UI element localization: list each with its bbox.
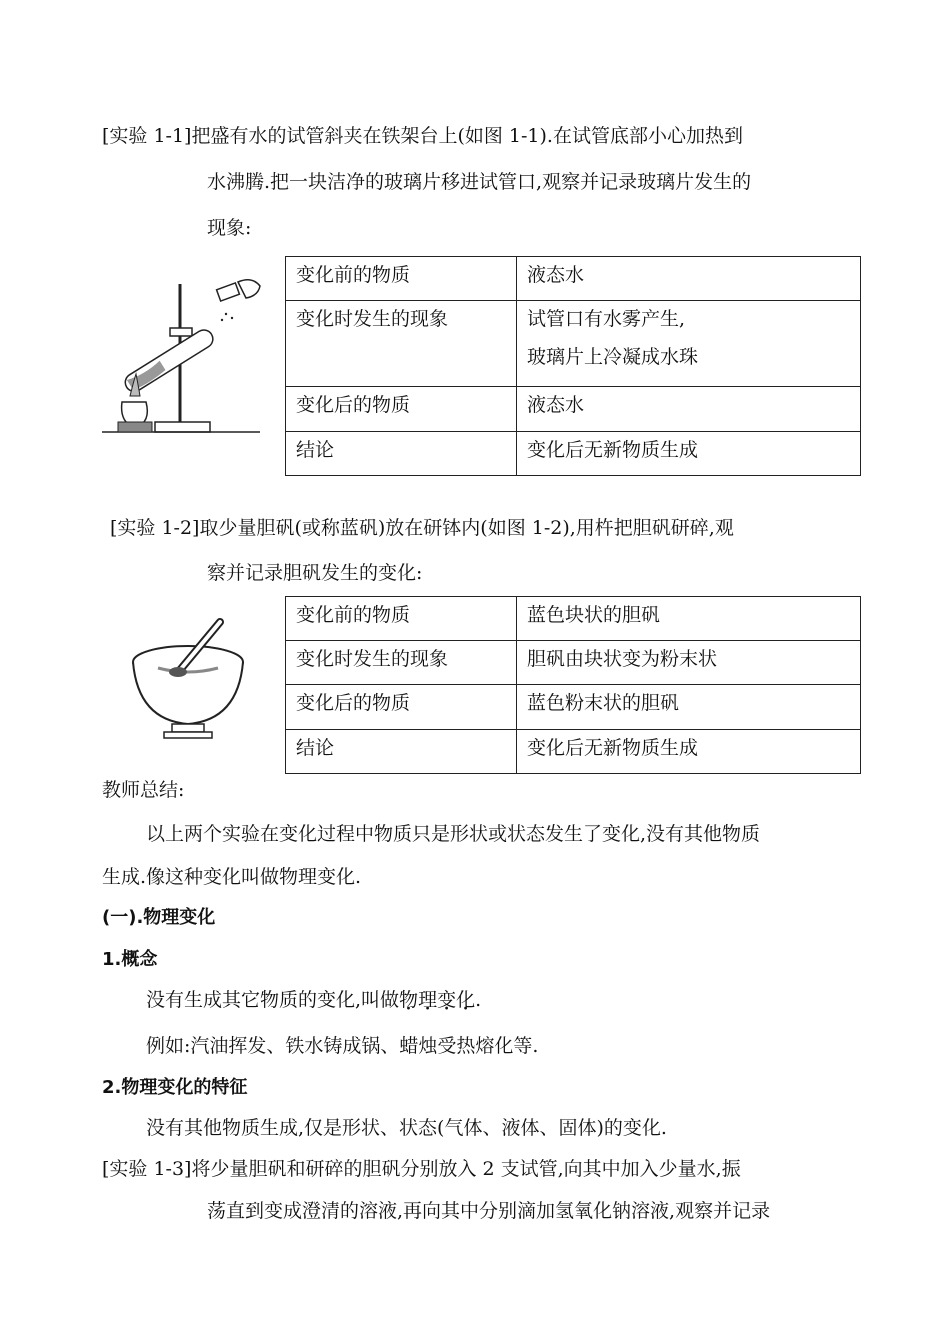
- row-value: 液态水: [517, 387, 861, 432]
- figure-1-1-heating-apparatus: [100, 262, 270, 442]
- emphasis-char: 物: [399, 989, 419, 1011]
- row-label: 结论: [286, 730, 517, 774]
- exp1-line-3: 现象:: [207, 217, 252, 239]
- exp3-line-2: 荡直到变成澄清的溶液,再向其中分别滴加氢氧化钠溶液,观察并记录: [207, 1200, 771, 1222]
- row-label: 变化后的物质: [286, 387, 517, 432]
- table-row: [286, 387, 861, 432]
- table-row: [286, 432, 861, 476]
- table-row: [286, 730, 861, 774]
- row-label: 结论: [286, 432, 517, 476]
- exp2-table: [285, 596, 861, 774]
- summary-line-2: 生成.像这种变化叫做物理变化.: [102, 866, 362, 888]
- row-label: 变化前的物质: [286, 257, 517, 301]
- row-value: 试管口有水雾产生,: [527, 308, 686, 330]
- definition-suffix: .: [475, 989, 482, 1011]
- section-title: (一).物理变化: [102, 907, 216, 928]
- table-row: [286, 257, 861, 301]
- table-row: [286, 685, 861, 730]
- feature-text: 没有其他物质生成,仅是形状、状态(气体、液体、固体)的变化.: [146, 1117, 667, 1139]
- row-label: 变化前的物质: [286, 597, 517, 641]
- exp3-line-1: [实验 1-3]将少量胆矾和研碎的胆矾分别放入 2 支试管,向其中加入少量水,振: [102, 1158, 741, 1180]
- emphasis-char: 理: [418, 989, 438, 1011]
- subheading-features: 2.物理变化的特征: [102, 1077, 248, 1098]
- summary-line-1: 以上两个实验在变化过程中物质只是形状或状态发生了变化,没有其他物质: [146, 823, 761, 845]
- exp2-line-1: [实验 1-2]取少量胆矾(或称蓝矾)放在研钵内(如图 1-2),用杵把胆矾研碎,观: [110, 517, 734, 539]
- definition: [146, 988, 481, 1012]
- row-label: 变化时发生的现象: [286, 641, 517, 685]
- row-value-cell: [517, 301, 861, 387]
- row-label: 变化后的物质: [286, 685, 517, 730]
- row-value: 液态水: [517, 257, 861, 301]
- example-text: 例如:汽油挥发、铁水铸成锅、蜡烛受热熔化等.: [146, 1035, 539, 1057]
- table-row: [286, 641, 861, 685]
- row-label: 变化时发生的现象: [286, 301, 517, 387]
- row-value-line-2: 玻璃片上冷凝成水珠: [527, 346, 699, 368]
- emphasis-char: 化: [456, 989, 476, 1011]
- exp2-line-2: 察并记录胆矾发生的变化:: [207, 562, 423, 584]
- figure-1-2-mortar-pestle: [128, 612, 258, 752]
- row-value: 胆矾由块状变为粉末状: [517, 641, 861, 685]
- exp1-table: [285, 256, 861, 476]
- exp1-line-1: [实验 1-1]把盛有水的试管斜夹在铁架台上(如图 1-1).在试管底部小心加热到: [102, 125, 743, 147]
- row-value: 蓝色粉末状的胆矾: [517, 685, 861, 730]
- definition-prefix: 没有生成其它物质的变化,叫做: [146, 989, 400, 1011]
- row-value: 变化后无新物质生成: [517, 432, 861, 476]
- exp1-line-2: 水沸腾.把一块洁净的玻璃片移进试管口,观察并记录玻璃片发生的: [207, 171, 752, 193]
- table-row: [286, 597, 861, 641]
- row-value: 变化后无新物质生成: [517, 730, 861, 774]
- row-value: 蓝色块状的胆矾: [517, 597, 861, 641]
- table-row: [286, 301, 861, 387]
- subheading-concept: 1.概念: [102, 949, 158, 970]
- summary-heading: 教师总结:: [102, 779, 185, 801]
- emphasis-char: 变: [437, 989, 457, 1011]
